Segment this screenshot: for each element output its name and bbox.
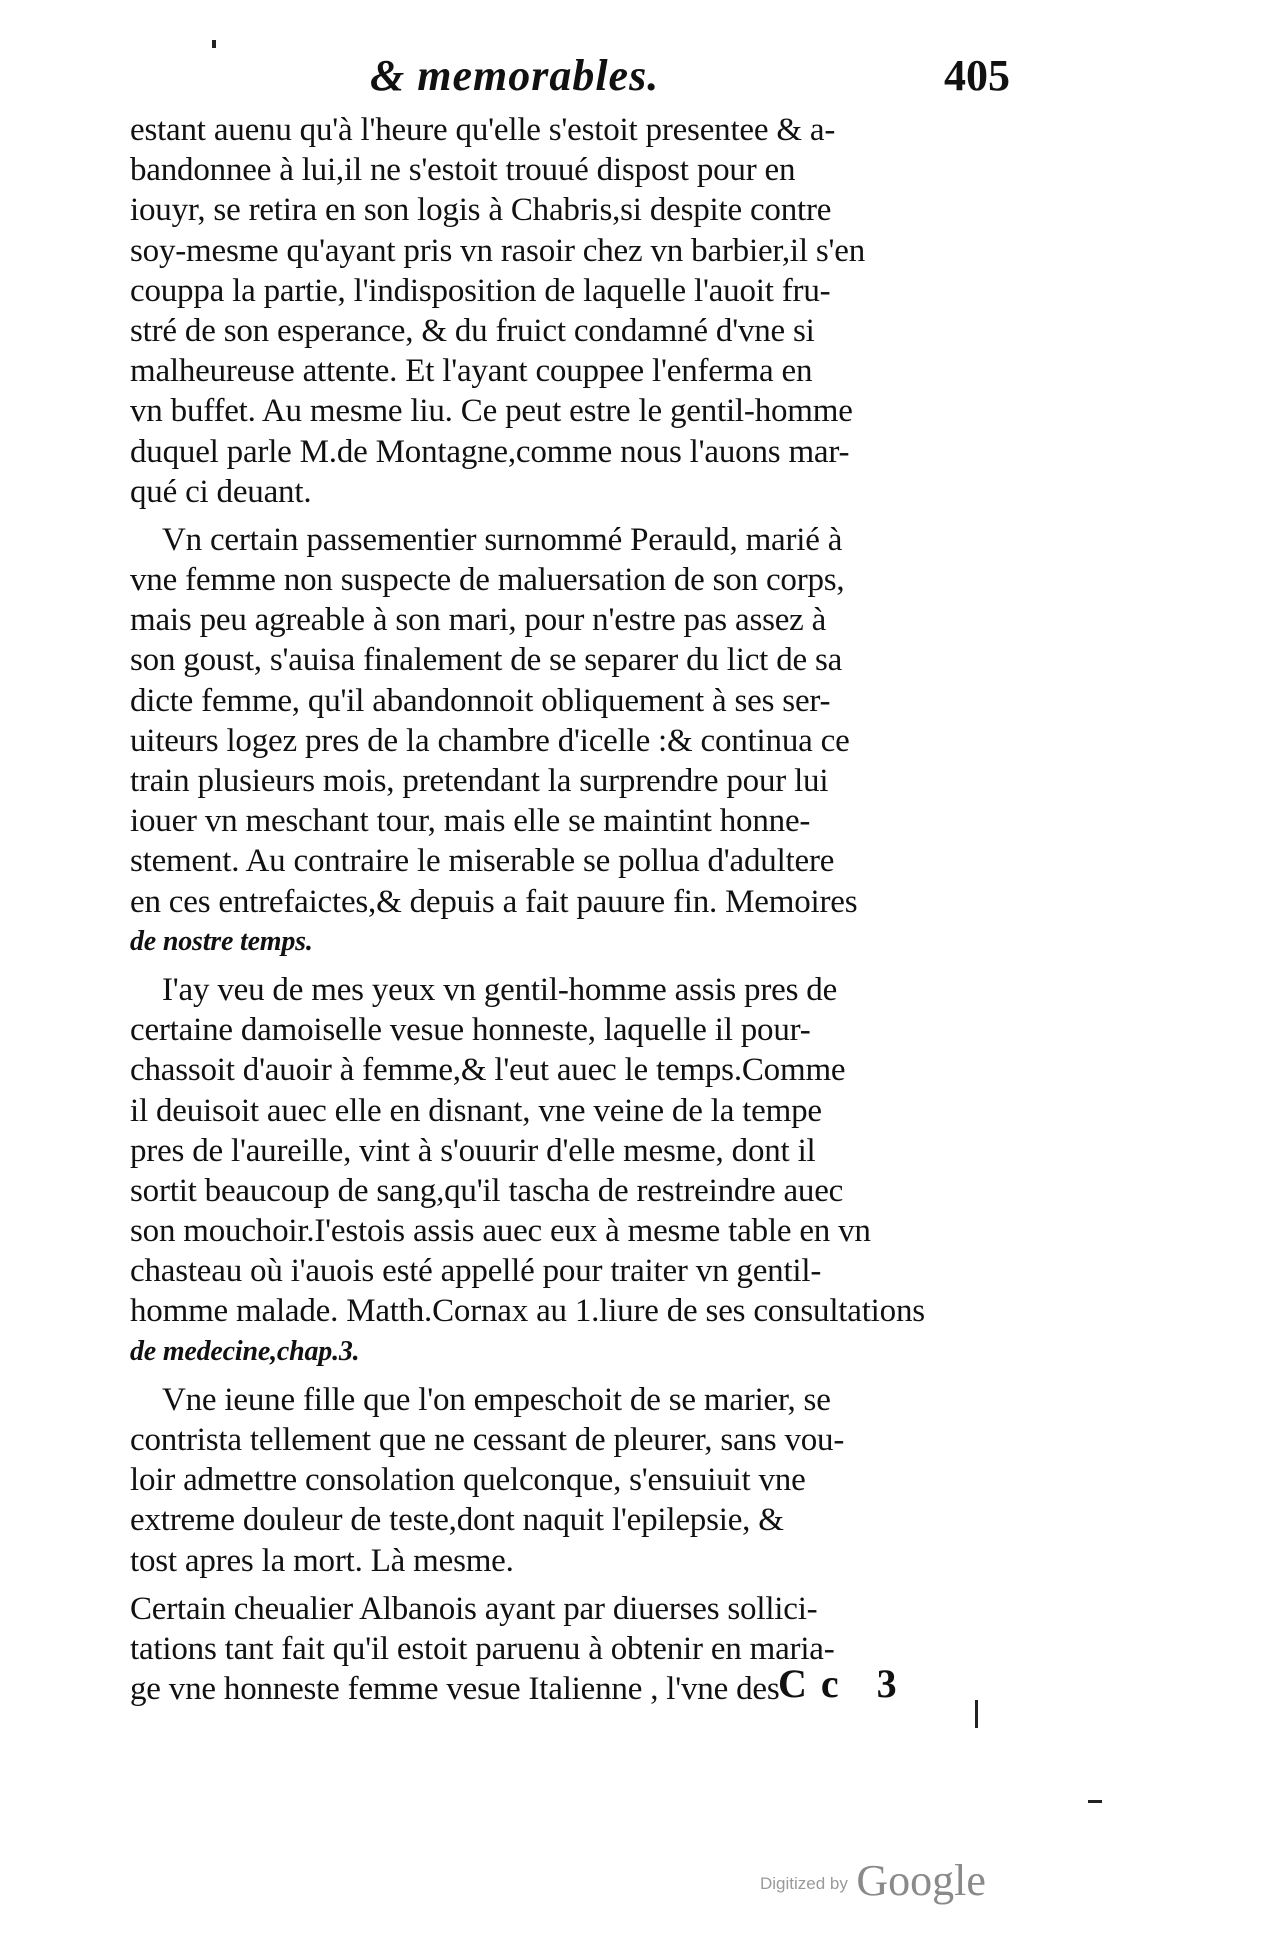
text-line: vne femme non suspecte de maluersation de son corps, [130, 562, 845, 599]
text-line: son goust, s'auisa finalement de se separer du lict de sa [130, 642, 843, 679]
text-line: pres de l'aureille, vint à s'ouurir d'elle mesme, dont il [130, 1132, 816, 1169]
text-line: mais peu agreable à son mari, pour n'estre pas assez à [130, 602, 827, 639]
digitized-watermark [760, 1855, 986, 1906]
citation-line: de nostre temps. [130, 925, 313, 957]
text-line: ge vne honneste femme vesue Italienne , l'vne des [130, 1671, 780, 1708]
text-line: uiteurs logez pres de la chambre d'icelle :& continua ce [130, 722, 850, 759]
google-logo: Google [856, 1856, 986, 1905]
digitized-label: Digitized by [760, 1874, 848, 1893]
text-line: train plusieurs mois, pretendant la surprendre pour lui [130, 763, 829, 799]
ink-speck [212, 40, 216, 48]
text-line: bandonnee à lui,il ne s'estoit trouué dispost pour en [130, 152, 796, 189]
text-line: tost apres la mort. Là mesme. [130, 1542, 514, 1579]
paragraph-start-line: Vn certain passementier surnommé Perauld, marié à [162, 521, 843, 558]
text-line: estant auenu qu'à l'heure qu'elle s'estoit presentee & a- [130, 112, 836, 148]
text-line: stré de son esperance, & du fruict condamné d'vne si [130, 312, 815, 349]
text-line: duquel parle M.de Montagne,comme nous l'auons mar- [130, 433, 850, 470]
text-line: iouer vn meschant tour, mais elle se maintint honne- [130, 803, 811, 840]
page-header [130, 50, 1010, 106]
text-line: qué ci deuant. [130, 473, 312, 510]
paragraph-start-line: Vne ieune fille que l'on empeschoit de se marier, se [162, 1381, 831, 1418]
text-line: stement. Au contraire le miserable se pollua d'adultere [130, 843, 835, 880]
text-line: chasteau où i'auois esté appellé pour traiter vn gentil- [130, 1253, 822, 1290]
ink-speck [975, 1700, 978, 1728]
signature-mark: Cc 3 [778, 1661, 911, 1706]
paragraph-start-line: Certain cheualier Albanois ayant par diuerses sollici- [130, 1590, 818, 1627]
text-line: sortit beaucoup de sang,qu'il tascha de restreindre auec [130, 1172, 844, 1209]
text-line: homme malade. Matth.Cornax au 1.liure de ses consultations [130, 1293, 925, 1330]
paragraph-start-line: I'ay veu de mes yeux vn gentil-homme assis pres de [162, 971, 838, 1008]
ink-speck [1088, 1800, 1102, 1803]
text-line: extreme douleur de teste,dont naquit l'epilepsie, & [130, 1502, 784, 1539]
citation-line: de medecine,chap.3. [130, 1335, 360, 1367]
text-line: contrista tellement que ne cessant de pleurer, sans vou- [130, 1422, 845, 1458]
text-line: son mouchoir.I'estois assis auec eux à mesme table en vn [130, 1213, 871, 1250]
text-line: malheureuse attente. Et l'ayant couppee l'enferma en [130, 353, 813, 390]
text-line: certaine damoiselle vesue honneste, laquelle il pour- [130, 1012, 811, 1049]
text-line: iouyr, se retira en son logis à Chabris,si despite contre [130, 192, 832, 229]
text-line: couppa la partie, l'indisposition de laquelle l'auoit fru- [130, 272, 831, 309]
text-line: vn buffet. Au mesme liu. Ce peut estre le gentil-homme [130, 393, 853, 430]
text-line: il deuisoit auec elle en disnant, vne veine de la tempe [130, 1092, 822, 1129]
text-line: chassoit d'auoir à femme,& l'eut auec le temps.Comme [130, 1052, 846, 1089]
text-line: tations tant fait qu'il estoit paruenu à obtenir en maria- [130, 1630, 835, 1667]
text-line: loir admettre consolation quelconque, s'ensuiuit vne [130, 1462, 806, 1499]
text-line: dicte femme, qu'il abandonnoit obliquement à ses ser- [130, 682, 831, 719]
text-line: en ces entrefaictes,& depuis a fait pauure fin. Memoires [130, 883, 858, 920]
body-text [130, 110, 995, 1709]
running-head: & memorables. [370, 51, 660, 100]
page-number: 405 [944, 51, 1010, 100]
text-line: soy-mesme qu'ayant pris vn rasoir chez vn barbier,il s'en [130, 232, 866, 269]
